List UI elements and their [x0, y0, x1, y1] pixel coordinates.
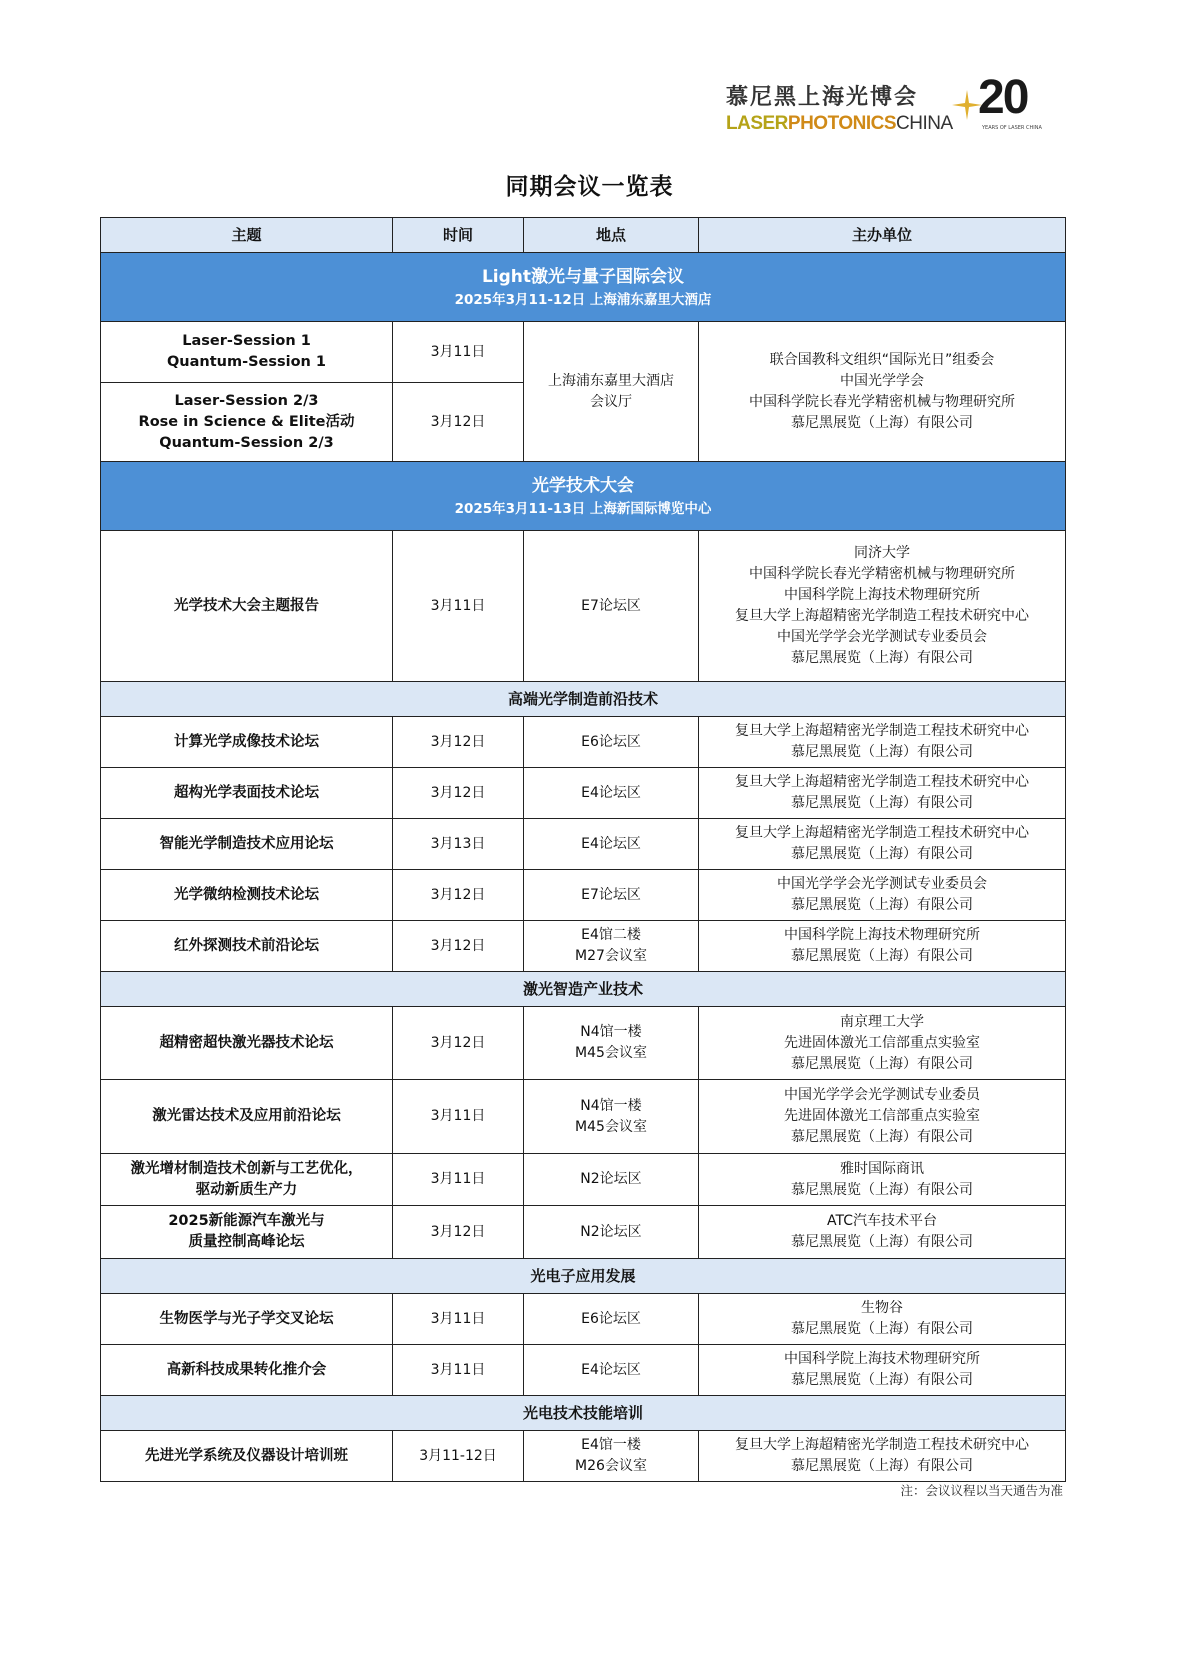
topic-line: Quantum-Session 1: [166, 354, 327, 370]
header-organizer: 主办单位: [699, 218, 1066, 253]
section-title: 光电子应用发展: [101, 1259, 1066, 1294]
organizer-cell: [699, 1080, 1066, 1154]
organizer-line: 联合国教科文组织“国际光日”组委会: [769, 351, 995, 368]
venue-line: E4论坛区: [581, 1361, 641, 1378]
organizer-line: 生物谷: [861, 1300, 903, 1316]
topic-cell: [101, 1080, 393, 1154]
logo-china: CHINA: [896, 113, 953, 134]
venue-line: M45会议室: [575, 1045, 647, 1061]
logo-en-name: [726, 113, 953, 135]
topic-cell: [101, 383, 393, 462]
topic-cell: [101, 768, 393, 819]
topic-cell: [101, 870, 393, 921]
organizer-line: 慕尼黑展览（上海）有限公司: [791, 795, 973, 811]
venue-line: E6论坛区: [581, 733, 641, 750]
topic-line: 红外探测技术前沿论坛: [174, 937, 319, 954]
organizer-cell: [699, 717, 1066, 768]
topic-cell: [101, 1294, 393, 1345]
venue-line: N4馆一楼: [580, 1024, 642, 1040]
section-title: 高端光学制造前沿技术: [101, 682, 1066, 717]
header-topic: 主题: [101, 218, 393, 253]
venue-cell: [524, 1080, 699, 1154]
table-row: [101, 1206, 1066, 1259]
organizer-line: ATC汽车技术平台: [827, 1213, 937, 1229]
venue-cell: [524, 717, 699, 768]
organizer-line: 慕尼黑展览（上海）有限公司: [791, 744, 973, 760]
organizer-line: 中国科学院上海技术物理研究所: [784, 1351, 980, 1367]
time-cell: 3月11日: [393, 1294, 524, 1345]
venue-line: E7论坛区: [581, 886, 641, 903]
topic-line: Laser-Session 2/3: [174, 392, 319, 409]
topic-cell: [101, 1206, 393, 1259]
topic-line: 超精密超快激光器技术论坛: [159, 1034, 334, 1051]
section-title: 光电技术技能培训: [101, 1396, 1066, 1431]
organizer-line: 慕尼黑展览（上海）有限公司: [791, 1458, 973, 1474]
band-light-conference: [101, 253, 1066, 322]
time-cell: 3月12日: [393, 1206, 524, 1259]
venue-line: N4馆一楼: [580, 1097, 642, 1114]
organizer-line: 慕尼黑展览（上海）有限公司: [791, 1181, 973, 1198]
topic-cell: [101, 921, 393, 972]
venue-cell: [524, 1206, 699, 1259]
band-title: Light激光与量子国际会议: [481, 267, 685, 287]
logo-anniversary-caption: YEARS OF LASER CHINA: [982, 125, 1042, 131]
header-time: 时间: [393, 218, 524, 253]
organizer-cell: [699, 1154, 1066, 1206]
logo-laser: LASER: [726, 113, 788, 134]
topic-cell: [101, 717, 393, 768]
section-header: [101, 972, 1066, 1007]
organizer-line: 中国科学院上海技术物理研究所: [784, 587, 980, 603]
topic-line: 激光雷达技术及应用前沿论坛: [152, 1108, 341, 1124]
organizer-line: 复旦大学上海超精密光学制造工程技术研究中心: [735, 608, 1029, 624]
organizer-line: 复旦大学上海超精密光学制造工程技术研究中心: [735, 723, 1029, 739]
organizer-cell: [699, 1206, 1066, 1259]
venue-line: E4论坛区: [581, 835, 641, 852]
table-row: [101, 1431, 1066, 1482]
table-row: [101, 717, 1066, 768]
organizer-line: 中国科学院上海技术物理研究所: [784, 927, 980, 943]
topic-line: 高新科技成果转化推介会: [166, 1361, 327, 1378]
table-row: [101, 768, 1066, 819]
logo-photonics: PHOTONICS: [787, 113, 897, 134]
table-row: [101, 1080, 1066, 1154]
organizer-line: 中国科学院长春光学精密机械与物理研究所: [749, 566, 1015, 582]
organizer-line: 慕尼黑展览（上海）有限公司: [791, 1372, 973, 1388]
venue-cell: [524, 921, 699, 972]
organizer-line: 中国科学院长春光学精密机械与物理研究所: [749, 393, 1015, 410]
section-header: [101, 682, 1066, 717]
organizer-line: 复旦大学上海超精密光学制造工程技术研究中心: [735, 1437, 1029, 1453]
time-cell: 3月12日: [393, 717, 524, 768]
venue-cell: [524, 768, 699, 819]
band-subtitle: 2025年3月11-13日 上海新国际博览中心: [454, 501, 712, 517]
organizer-line: 南京理工大学: [840, 1013, 924, 1030]
time-cell: 3月12日: [393, 1007, 524, 1080]
topic-line: Laser-Session 1: [182, 333, 311, 349]
time-cell: 3月12日: [393, 768, 524, 819]
topic-line: 先进光学系统及仪器设计培训班: [145, 1447, 348, 1464]
table-row: [101, 1345, 1066, 1396]
topic-line: 2025新能源汽车激光与: [168, 1213, 325, 1229]
organizer-line: 慕尼黑展览（上海）有限公司: [791, 846, 973, 862]
time-cell: 3月12日: [393, 870, 524, 921]
time-cell: 3月11日: [393, 322, 524, 383]
organizer-cell: [699, 1007, 1066, 1080]
table-row: [101, 531, 1066, 682]
time-cell: 3月11日: [393, 1154, 524, 1206]
venue-cell: [524, 819, 699, 870]
organizer-cell: [699, 768, 1066, 819]
organizer-line: 慕尼黑展览（上海）有限公司: [791, 897, 973, 913]
logo-anniversary: 20: [978, 71, 1028, 124]
venue-cell: [524, 1007, 699, 1080]
organizer-line: 同济大学: [854, 545, 910, 561]
topic-cell: [101, 1431, 393, 1482]
venue-line: E4馆一楼: [581, 1437, 641, 1453]
organizer-line: 复旦大学上海超精密光学制造工程技术研究中心: [735, 774, 1029, 790]
time-cell: 3月12日: [393, 383, 524, 462]
topic-line: 驱动新质生产力: [195, 1181, 298, 1198]
organizer-cell: [699, 819, 1066, 870]
organizer-line: 慕尼黑展览（上海）有限公司: [791, 1055, 973, 1072]
topic-cell: [101, 322, 393, 383]
venue-cell: E7论坛区: [524, 531, 699, 682]
venue-line: E6论坛区: [581, 1310, 641, 1327]
topic-cell: [101, 1154, 393, 1206]
topic-line: 智能光学制造技术应用论坛: [159, 835, 334, 852]
logo-cn-name: 慕尼黑上海光博会: [726, 84, 919, 110]
organizer-line: 慕尼黑展览（上海）有限公司: [791, 414, 973, 431]
venue-cell: [524, 322, 699, 462]
time-cell: 3月11日: [393, 1345, 524, 1396]
venue-line: E4论坛区: [581, 784, 641, 801]
time-cell: 3月11日: [393, 531, 524, 682]
band-title: 光学技术大会: [532, 476, 634, 496]
time-cell: 3月11日: [393, 1080, 524, 1154]
venue-line: M45会议室: [575, 1118, 647, 1135]
band-optics-conference: [101, 462, 1066, 531]
table-row: [101, 1294, 1066, 1345]
organizer-line: 先进固体激光工信部重点实验室: [784, 1034, 980, 1051]
topic-line: 光学微纳检测技术论坛: [174, 886, 319, 903]
organizer-line: 中国光学学会: [840, 372, 924, 389]
organizer-line: 中国光学学会光学测试专业委员会: [777, 629, 987, 645]
venue-line: E4馆二楼: [581, 927, 641, 943]
topic-line: Quantum-Session 2/3: [159, 434, 334, 451]
organizer-cell: [699, 322, 1066, 462]
section-title: 激光智造产业技术: [101, 972, 1066, 1007]
topic-line: 质量控制高峰论坛: [188, 1234, 305, 1250]
topic-cell: 光学技术大会主题报告: [101, 531, 393, 682]
topic-line: Rose in Science & Elite活动: [138, 413, 355, 430]
venue-cell: [524, 1345, 699, 1396]
organizer-line: 先进固体激光工信部重点实验室: [784, 1108, 980, 1124]
venue-line: N2论坛区: [580, 1171, 642, 1187]
organizer-line: 中国光学学会光学测试专业委员: [784, 1087, 980, 1103]
organizer-line: 复旦大学上海超精密光学制造工程技术研究中心: [735, 825, 1029, 841]
organizer-cell: [699, 1294, 1066, 1345]
conference-schedule-table: [100, 217, 1066, 1482]
organizer-line: 慕尼黑展览（上海）有限公司: [791, 1129, 973, 1145]
section-header: [101, 1259, 1066, 1294]
topic-cell: [101, 1007, 393, 1080]
table-row: [101, 1007, 1066, 1080]
section-header: [101, 1396, 1066, 1431]
band-subtitle: 2025年3月11-12日 上海浦东嘉里大酒店: [454, 292, 712, 308]
venue-line: M26会议室: [575, 1458, 647, 1474]
venue-cell: [524, 1154, 699, 1206]
venue-line: N2论坛区: [580, 1223, 642, 1240]
organizer-line: 中国光学学会光学测试专业委员会: [777, 876, 987, 892]
table-row: [101, 322, 1066, 383]
table-row: [101, 921, 1066, 972]
venue-line: 会议厅: [590, 393, 632, 410]
topic-cell: [101, 819, 393, 870]
venue-cell: [524, 1431, 699, 1482]
venue-line: M27会议室: [575, 948, 647, 964]
organizer-cell: [699, 1345, 1066, 1396]
organizer-cell: [699, 1431, 1066, 1482]
organizer-cell: [699, 921, 1066, 972]
venue-cell: [524, 870, 699, 921]
topic-line: 激光增材制造技术创新与工艺优化，: [130, 1160, 363, 1177]
footnote: 注：会议议程以当天通告为准: [900, 1483, 1063, 1498]
organizer-line: 慕尼黑展览（上海）有限公司: [791, 1234, 973, 1250]
organizer-cell: [699, 870, 1066, 921]
table-row: [101, 1154, 1066, 1206]
header-venue: 地点: [524, 218, 699, 253]
venue-cell: [524, 1294, 699, 1345]
time-cell: 3月13日: [393, 819, 524, 870]
topic-line: 生物医学与光子学交叉论坛: [159, 1310, 334, 1327]
organizer-line: 雅时国际商讯: [840, 1160, 924, 1177]
topic-line: 超构光学表面技术论坛: [174, 784, 319, 801]
exhibition-logo: [726, 71, 1042, 138]
table-header-row: [101, 218, 1066, 253]
page-title: 同期会议一览表: [505, 174, 674, 200]
table-row: [101, 870, 1066, 921]
organizer-line: 慕尼黑展览（上海）有限公司: [791, 1321, 973, 1337]
organizer-line: 慕尼黑展览（上海）有限公司: [791, 948, 973, 964]
topic-line: 计算光学成像技术论坛: [174, 733, 319, 750]
topic-cell: [101, 1345, 393, 1396]
time-cell: 3月12日: [393, 921, 524, 972]
venue-line: 上海浦东嘉里大酒店: [548, 372, 674, 389]
table-row: [101, 819, 1066, 870]
time-cell: 3月11-12日: [393, 1431, 524, 1482]
organizer-cell: [699, 531, 1066, 682]
organizer-line: 慕尼黑展览（上海）有限公司: [791, 650, 973, 666]
